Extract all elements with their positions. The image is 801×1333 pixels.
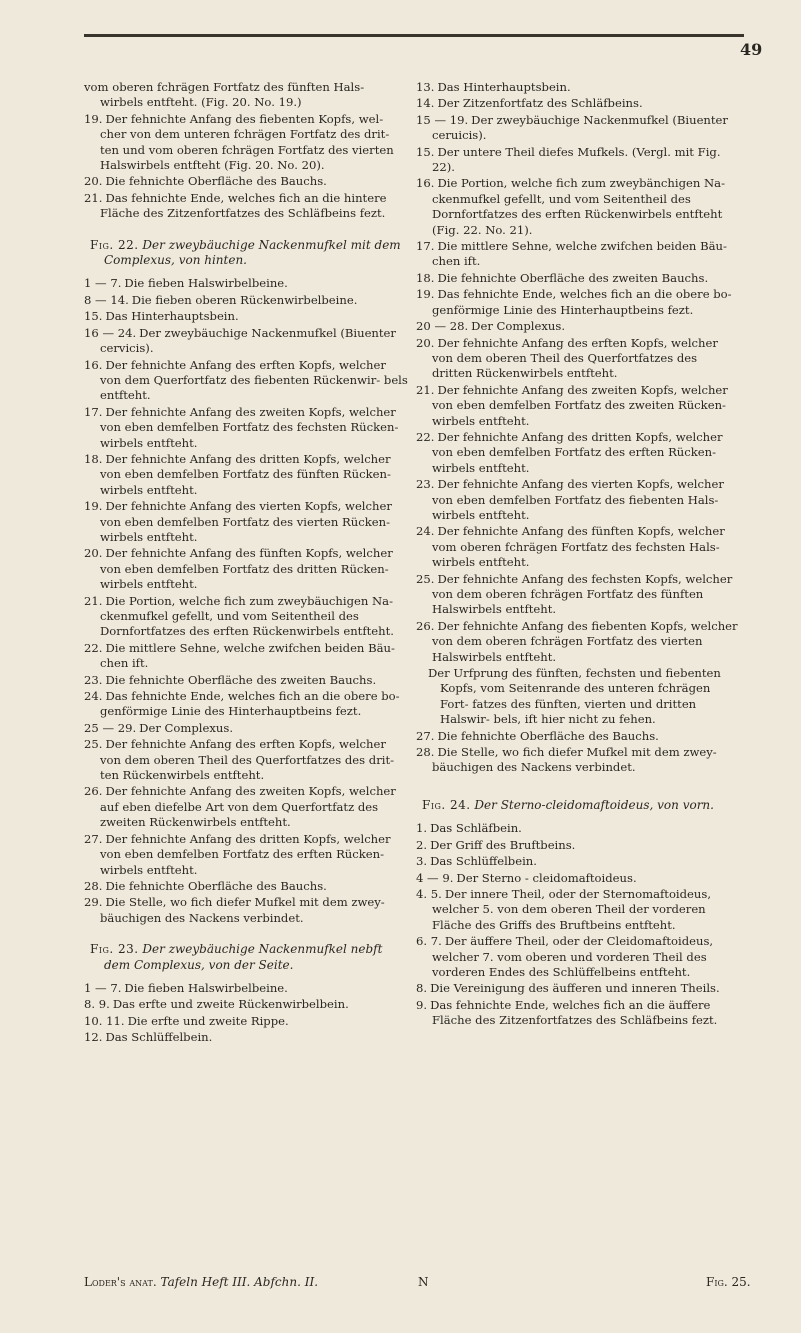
entry-number: 20. xyxy=(84,174,103,189)
entry-number: 8. 9. xyxy=(84,997,110,1012)
entry-text: Die Vereinigung des äufferen und inneren Theils. xyxy=(430,981,720,996)
entry-number: 1 — 7. xyxy=(84,276,122,291)
legend-entry xyxy=(416,336,741,382)
entry-number: 21. xyxy=(416,382,435,397)
entry-text: Die fehnichte Oberfläche des Bauchs. xyxy=(105,174,327,189)
entry-text: Der fehnichte Anfang des fiebenten Kopfs, wel- cher von dem unteren fchrägen Fortfatz des drit- ten und vom oberen fchrägen Fortfatz des vierten Halswirbels entfteht (Fig. 20. No. 20). xyxy=(100,111,394,173)
entry-text: Der fehnichte Anfang des dritten Kopfs, welcher von eben demfelben Fortfatz des erften Rücken- wirbels entfteht. xyxy=(432,429,723,475)
entry-text: Der Griff des Bruftbeins. xyxy=(430,837,576,852)
entry-text: Der fehnichte Anfang des erften Kopfs, welcher von dem oberen Theil des Querfortfatzes des drit- ten Rückenwirbels entfteht. xyxy=(100,737,395,783)
entry-number: 20. xyxy=(416,335,435,350)
origin-note: Der Urfprung des fünften, fechsten und fiebenten Kopfs, vom Seitenrande des unteren fchrägen Fort- fatzes des fünften, vierten und dritten Halswir- bels, ift hier nicht zu fehen. xyxy=(428,666,721,727)
entry-text: Das Hinterhauptsbein. xyxy=(105,309,239,324)
entry-text: Der Sterno - cleidomaftoideus. xyxy=(456,870,637,885)
legend-entry xyxy=(84,276,409,291)
legend-entry xyxy=(84,112,409,174)
entry-number: 6. 7. xyxy=(416,934,442,949)
entry-number: 26. xyxy=(416,618,435,633)
entry-number: 13. xyxy=(416,80,435,94)
entry-text: Die mittlere Sehne, welche zwifchen beiden Bäu- chen ift. xyxy=(100,640,395,671)
fig23-list xyxy=(84,981,409,1046)
legend-entry xyxy=(416,80,741,95)
entry-text: Die fehnichte Oberfläche des zweiten Bauchs. xyxy=(105,672,377,687)
entry-text: Die Stelle, wo fich diefer Mufkel mit dem zwey- bäuchigen des Nackens verbindet. xyxy=(432,745,717,775)
legend-entry xyxy=(416,572,741,618)
footer-source: Loder's anat. Tafeln Heft III. Abfchn. II. xyxy=(84,1275,319,1289)
entry-number: 10. 11. xyxy=(84,1013,125,1028)
legend-entry xyxy=(84,879,409,894)
entry-text: Das fehnichte Ende, welches fich an die äuffere Fläche des Zitzenfortfatzes des Schläfbeins fezt. xyxy=(430,997,718,1028)
legend-entry xyxy=(84,452,409,498)
entry-text: Der fehnichte Anfang des fechsten Kopfs, welcher von dem oberen fchrägen Fortfatz des fünften Halswirbels entfteht. xyxy=(432,571,733,617)
entry-number: 15. xyxy=(84,309,103,324)
entry-number: 28. xyxy=(416,745,435,760)
legend-entry xyxy=(416,113,741,144)
legend-entry xyxy=(84,641,409,672)
legend-entry xyxy=(84,309,409,324)
entry-number: 12. xyxy=(84,1030,103,1045)
entry-text: Das erfte und zweite Rückenwirbelbein. xyxy=(112,997,349,1012)
legend-entry xyxy=(416,96,741,111)
legend-entry xyxy=(416,430,741,476)
entry-text: Das fehnichte Ende, welches fich an die hintere Fläche des Zitzenfortfatzes des Schläfbeins fezt. xyxy=(100,190,387,221)
entry-text: Der fehnichte Anfang des fiebenten Kopfs, welcher von dem oberen fchrägen Fortfatz des vierten Halswirbels entfteht. xyxy=(432,618,738,664)
entry-number: 24. xyxy=(84,689,103,704)
entry-number: 22. xyxy=(416,429,435,444)
legend-entry xyxy=(84,1014,409,1029)
entry-number: 2. xyxy=(416,837,428,852)
entry-number: 19. xyxy=(416,287,435,302)
legend-entry xyxy=(84,191,409,222)
legend-entry xyxy=(84,499,409,545)
legend-entry xyxy=(416,854,741,869)
entry-number: 21. xyxy=(84,190,103,205)
legend-entry xyxy=(84,721,409,736)
legend-entry xyxy=(84,358,409,404)
entry-text: Der Complexus. xyxy=(471,319,566,334)
legend-entry xyxy=(416,871,741,886)
entry-text: vom oberen fchrägen Fortfatz des fünften Hals- wirbels entfteht. (Fig. 20. No. 19.) xyxy=(84,80,365,110)
entry-text: Der fehnichte Anfang des erften Kopfs, welcher von dem oberen Theil des Querfortfatzes des dritten Rückenwirbels entfteht. xyxy=(432,335,718,381)
legend-entry xyxy=(416,271,741,286)
legend-entry xyxy=(84,594,409,640)
entry-text: Der fehnichte Anfang des zweiten Kopfs, welcher auf eben diefelbe Art von dem Querfortfatz des zweiten Rückenwirbels entfteht. xyxy=(100,784,396,830)
entry-number: 27. xyxy=(84,831,103,846)
entry-number: 16 — 24. xyxy=(84,325,137,340)
legend-entry xyxy=(416,176,741,238)
entry-text: Die fehnichte Oberfläche des Bauchs. xyxy=(437,728,659,743)
entry-number: 16. xyxy=(416,176,435,191)
entry-number: 26. xyxy=(84,784,103,799)
legend-entry xyxy=(416,319,741,334)
intro-list xyxy=(84,80,409,222)
entry-number: 1 — 7. xyxy=(84,980,122,995)
legend-entry xyxy=(84,895,409,926)
entry-text: Das fehnichte Ende, welches fich an die obere bo- genförmige Linie des Hinterhauptbeins fezt. xyxy=(432,287,732,317)
fig24-list xyxy=(416,821,741,1028)
entry-text: Der fehnichte Anfang des fünften Kopfs, welcher vom oberen fchrägen Fortfatz des fechsten Hals- wirbels entfteht. xyxy=(432,524,725,570)
legend-entry xyxy=(84,673,409,688)
legend-entry xyxy=(416,821,741,836)
entry-number: 28. xyxy=(84,878,103,893)
legend-entry xyxy=(416,524,741,570)
legend-entry xyxy=(84,405,409,451)
legend-entry xyxy=(84,293,409,308)
entry-text: Das Schlüffelbein. xyxy=(430,854,537,869)
entry-text: Der fehnichte Anfang des fünften Kopfs, welcher von eben demfelben Fortfatz des dritten Rücken- wirbels entfteht. xyxy=(100,546,393,592)
right-column xyxy=(416,80,741,1030)
figure-heading-22: Fig. 22. Der zweybäuchige Nackenmufkel mit dem Complexus, von hinten. xyxy=(90,237,401,268)
entry-text: Die fieben Halswirbelbeine. xyxy=(124,980,288,995)
entry-text: Das Schlüffelbein. xyxy=(105,1030,213,1045)
legend-entry xyxy=(84,174,409,189)
signature-mark: N xyxy=(418,1275,429,1289)
entry-text: Die fehnichte Oberfläche des zweiten Bauchs. xyxy=(437,270,709,285)
top-rule xyxy=(84,34,744,37)
entry-number: 25. xyxy=(416,571,435,586)
entry-number: 15 — 19. xyxy=(416,112,469,127)
legend-entry xyxy=(416,887,741,933)
entry-number: 21. xyxy=(84,593,103,608)
legend-entry xyxy=(416,477,741,523)
entry-text: Der zweybäuchige Nackenmufkel (Biuenter ceruicis). xyxy=(432,112,728,143)
entry-text: Die fehnichte Oberfläche des Bauchs. xyxy=(105,878,327,893)
entry-text: Die fieben oberen Rückenwirbelbeine. xyxy=(131,292,358,307)
entry-text: Der Complexus. xyxy=(139,720,234,735)
entry-number: 19. xyxy=(84,111,103,126)
legend-entry xyxy=(416,239,741,270)
legend-entry xyxy=(84,997,409,1012)
entry-number: 22. xyxy=(84,640,103,655)
entry-number: 17. xyxy=(84,404,103,419)
entry-text: Der äuffere Theil, oder der Cleidomaftoideus, welcher 7. vom oberen und vorderen Theil des vorderen Endes des Schlüffelbeins entfteht. xyxy=(432,934,714,979)
entry-number: 20. xyxy=(84,546,103,561)
entry-text: Das Hinterhauptsbein. xyxy=(437,80,571,94)
figure-heading-24: Fig. 24. Der Sterno-cleidomaftoideus, von vorn. xyxy=(422,797,714,812)
legend-entry xyxy=(84,80,409,111)
legend-entry xyxy=(416,729,741,744)
legend-entry xyxy=(416,998,741,1029)
entry-number: 18. xyxy=(84,451,103,466)
fig23-continued-list xyxy=(416,80,741,665)
entry-text: Die Portion, welche fich zum zweybäuchigen Na- ckenmufkel gefellt, und vom Seitentheil des Dornfortfatzes des erften Rückenwirbels entfteht. xyxy=(100,593,394,639)
entry-text: Die mittlere Sehne, welche zwifchen beiden Bäu- chen ift. xyxy=(432,239,727,269)
entry-text: Der fehnichte Anfang des dritten Kopfs, welcher von eben demfelben Fortfatz des fünften Rücken- wirbels entfteht. xyxy=(100,451,391,497)
figure-heading-23: Fig. 23. Der zweybäuchige Nackenmufkel nebft dem Complexus, von der Seite. xyxy=(90,942,383,972)
entry-text: Der innere Theil, oder der Sternomaftoideus, welcher 5. von dem oberen Theil der vorderen Fläche des Griffs des Bruftbeins entfteht. xyxy=(432,886,712,932)
legend-entry xyxy=(416,838,741,853)
entry-number: 1. xyxy=(416,821,428,836)
entry-number: 17. xyxy=(416,239,435,254)
entry-number: 8. xyxy=(416,981,428,996)
legend-entry xyxy=(84,546,409,592)
entry-number: 23. xyxy=(416,477,435,492)
fig22-list xyxy=(84,276,409,926)
entry-text: Die Portion, welche fich zum zweybänchigen Na- ckenmufkel gefellt, und vom Seitentheil des Dornfortfatzes des erften Rückenwirbels entfteht (Fig. 22. No. 21). xyxy=(432,176,725,237)
entry-number: 15. xyxy=(416,144,435,159)
legend-entry xyxy=(84,737,409,783)
entry-number: 27. xyxy=(416,728,435,743)
legend-entry xyxy=(84,1030,409,1045)
entry-number: 9. xyxy=(416,997,428,1012)
entry-number: 4 — 9. xyxy=(416,870,454,885)
entry-text: Der fehnichte Anfang des vierten Kopfs, welcher von eben demfelben Fortfatz des fiebenten Hals- wirbels entfteht. xyxy=(432,477,724,522)
legend-entry xyxy=(84,326,409,357)
entry-number: 16. xyxy=(84,357,103,372)
catchword: Fig. 25. xyxy=(706,1275,751,1289)
entry-number: 25. xyxy=(84,737,103,752)
entry-number: 29. xyxy=(84,895,103,910)
entry-number: 20 — 28. xyxy=(416,319,469,334)
legend-entry xyxy=(84,832,409,878)
legend-entry xyxy=(416,745,741,776)
legend-entry xyxy=(416,619,741,665)
entry-text: Der Zitzenfortfatz des Schläfbeins. xyxy=(437,96,643,111)
entry-text: Der fehnichte Anfang des vierten Kopfs, welcher von eben demfelben Fortfatz des vierten Rücken- wirbels entfteht. xyxy=(100,499,392,544)
entry-number: 23. xyxy=(84,672,103,687)
legend-entry xyxy=(416,145,741,176)
legend-entry xyxy=(416,934,741,980)
entry-number: 4. 5. xyxy=(416,886,442,901)
entry-text: Die Stelle, wo fich diefer Mufkel mit dem zwey- bäuchigen des Nackens verbindet. xyxy=(100,895,385,925)
entry-text: Die fieben Halswirbelbeine. xyxy=(124,276,288,291)
entry-number: 25 — 29. xyxy=(84,720,137,735)
legend-entry xyxy=(416,287,741,318)
legend-entry xyxy=(416,981,741,996)
entry-text: Das Schläfbein. xyxy=(430,821,522,836)
left-column xyxy=(84,80,409,1047)
entry-text: Der zweybäuchige Nackenmufkel (Biuenter cervicis). xyxy=(100,325,396,356)
entry-number: 18. xyxy=(416,270,435,285)
entry-text: Der fehnichte Anfang des erften Kopfs, welcher von dem Querfortfatz des fiebenten Rückenwir- bels entfteht. xyxy=(100,357,408,403)
entry-number: 14. xyxy=(416,96,435,111)
legend-entry xyxy=(84,784,409,830)
entry-text: Das fehnichte Ende, welches fich an die obere bo- genförmige Linie des Hinterhauptbeins fezt. xyxy=(100,689,400,719)
entry-number: 24. xyxy=(416,524,435,539)
legend-entry xyxy=(84,981,409,996)
legend-entry xyxy=(416,383,741,429)
page-number: 49 xyxy=(740,40,763,59)
legend-entry xyxy=(84,689,409,720)
entry-number: 3. xyxy=(416,854,428,869)
entry-text: Der fehnichte Anfang des zweiten Kopfs, welcher von eben demfelben Fortfatz des fechsten Rücken- wirbels entfteht. xyxy=(100,404,399,450)
entry-text: Der fehnichte Anfang des zweiten Kopfs, welcher von eben demfelben Fortfatz des zweiten Rücken- wirbels entfteht. xyxy=(432,382,728,428)
entry-text: Der fehnichte Anfang des dritten Kopfs, welcher von eben demfelben Fortfatz des erften Rücken- wirbels entfteht. xyxy=(100,831,391,877)
entry-text: Die erfte und zweite Rippe. xyxy=(127,1013,289,1028)
entry-text: Der untere Theil diefes Mufkels. (Vergl. mit Fig. 22). xyxy=(432,144,721,175)
entry-number: 19. xyxy=(84,499,103,514)
fig23-end-list xyxy=(416,729,741,776)
entry-number: 8 — 14. xyxy=(84,292,129,307)
